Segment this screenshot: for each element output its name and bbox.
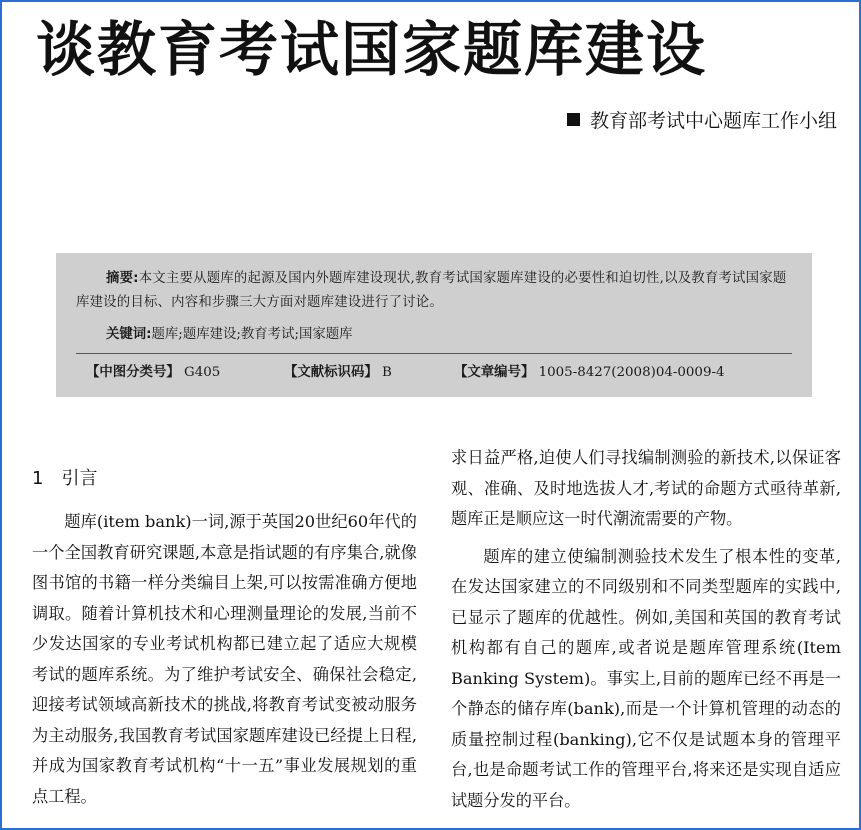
paragraph-continuation: 求日益严格,迫使人们寻找编制测验的新技术,以保证客观、准确、及时地选拔人才,考试的命题方式亟待革新,题库正是顺应这一时代潮流需要的产物。 <box>451 448 841 528</box>
abstract-body: 本文主要从题库的起源及国内外题库建设现状,教育考试国家题库建设的必要性和迫切性,以及教育考试国家题库建设的目标、内容和步骤三大方面对题库建设进行了讨论。 <box>76 271 787 310</box>
author-name: 教育部考试中心题库工作小组 <box>589 110 837 132</box>
abstract-label: 摘要: <box>106 271 139 286</box>
abstract-box <box>56 253 812 397</box>
doc-code <box>284 361 392 385</box>
article-number <box>454 361 725 385</box>
doc-label: 【文献标识码】 <box>284 365 378 380</box>
doc-value: B <box>382 365 392 380</box>
article-title: 谈教育考试国家题库建设 <box>36 15 708 84</box>
section-number: 1 <box>32 468 44 489</box>
paragraph: 题库(item bank)一词,源于英国20世纪60年代的一个全国教育研究课题,本意是指试题的有序集合,就像图书馆的书籍一样分类编目上架,可以按需准确方便地调取。随着计算机技术和心理测量理论的发展,当前不少发达国家的专业考试机构都已建立起了适应大规模考试的题库系统。为了维护考试安全、确保社会稳定,迎接考试领域高新技术的挑战,将教育考试变被动服务为主动服务,我国教育考试国家题库建设已经提上日程,并成为国家教育考试机构“十一五”事业发展规划的重点工程。 <box>32 512 417 806</box>
article-value: 1005-8427(2008)04-0009-4 <box>538 365 725 380</box>
abstract-text <box>76 267 796 315</box>
clc-value: G405 <box>184 365 221 380</box>
keywords-label: 关键词: <box>106 327 152 342</box>
right-column <box>451 443 841 816</box>
left-column <box>32 507 417 812</box>
section-heading <box>32 464 97 494</box>
keywords-value: 题库;题库建设;教育考试;国家题库 <box>151 327 353 342</box>
article-label: 【文章编号】 <box>454 365 535 380</box>
paragraph: 题库的建立使编制测验技术发生了根本性的变革,在发达国家建立的不同级别和不同类型题库的实践中,已显示了题库的优越性。例如,美国和英国的教育考试机构都有自己的题库,或者说是题库管理系统(Item Banking System)。事实上,目前的题库已经不再是一个静态的储存库(bank),而是一个计算机管理的动态的质量控制过程(banking),它不仅是试题本身的管理平台,也是命题考试工作的管理平台,将来还是实现自适应试题分发的平台。 <box>451 546 841 810</box>
keywords <box>106 323 353 347</box>
author-line <box>567 107 837 135</box>
square-bullet-icon <box>567 113 580 126</box>
section-title: 引言 <box>61 468 98 489</box>
clc-number <box>86 361 220 385</box>
abstract-divider <box>76 353 792 354</box>
clc-label: 【中图分类号】 <box>86 365 180 380</box>
